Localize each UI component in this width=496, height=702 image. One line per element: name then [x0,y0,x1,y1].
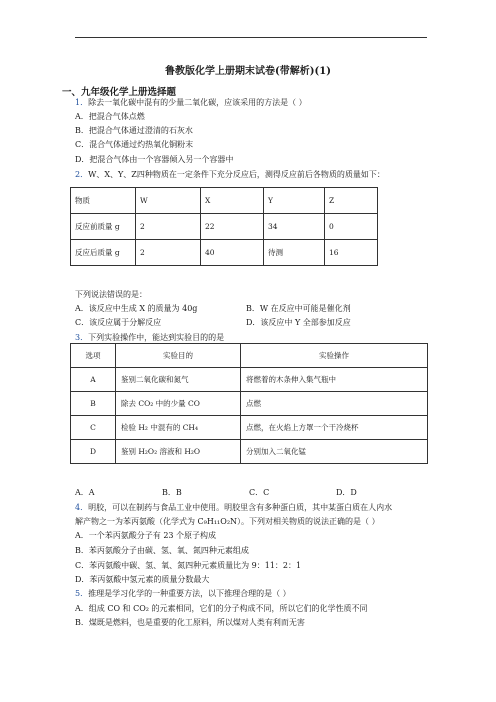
question-5 [75,589,291,599]
table-cell: Y [264,188,325,214]
option: D．D [336,488,357,497]
option: B．W 在反应中可能是催化剂 [246,304,351,313]
page-title: 鲁教版化学上册期末试卷(带解析)(1) [165,66,331,77]
option: C．苯丙氨酸中碳、氢、氧、氮四种元素质量比为 9：11：2：1 [75,561,302,570]
table-cell: X [201,188,264,214]
question-2 [75,170,385,180]
table-cell: 将燃着的木条伸入集气瓶中 [241,368,428,392]
question-prompt: 下列说法错误的是： [75,290,147,299]
table-cell: 实验目的 [116,344,241,368]
table-row [71,392,428,416]
option: C．混合气体通过灼热氧化铜粉末 [75,140,194,149]
option: D．该反应中 Y 全部参加反应 [246,318,351,327]
table-cell: 检验 H₂ 中混有的 CH₄ [116,416,241,440]
question-stem: 推理是学习化学的一种重要方法，以下推理合理的是（ ） [88,589,291,598]
question-number: 1． [75,98,89,107]
table-cell: 反应前质量 g [71,214,136,240]
question-4 [75,503,392,513]
table-row [71,214,378,240]
header-rule [75,37,427,38]
table-cell: 鉴别二氧化碳和氮气 [116,368,241,392]
table-cell: 选项 [71,344,116,368]
question-number: 2． [75,170,89,179]
option: B．把混合气体通过澄清的石灰水 [75,126,193,135]
table-cell: 0 [325,214,378,240]
question-3 [75,333,224,343]
option: A．一个苯丙氨酸分子有 23 个原子构成 [75,531,217,540]
table-header-row [71,344,428,368]
experiment-table [70,343,428,464]
option: B．煤既是燃料，也是重要的化工原料，所以煤对人类有利而无害 [75,618,305,627]
option: A．该反应中生成 X 的质量为 40g [75,304,198,313]
option: A．A [75,488,95,497]
question-1 [75,98,307,108]
table-cell: Z [325,188,378,214]
question-number: 3． [75,333,89,342]
table-cell: 鉴别 H₂O₂ 溶液和 H₂O [116,440,241,464]
section-heading: 一、九年级化学上册选择题 [62,87,177,98]
table-cell: W [136,188,201,214]
question-stem-continued: 解产物之一为苯丙氨酸（化学式为 C₉H₁₁O₂N）。下列对相关物质的说法正确的是（ ） [75,517,380,526]
table-cell: 2 [136,240,201,266]
table-row [71,240,378,266]
question-stem: 明胶，可以在制药与食品工业中使用。明胶里含有多种蛋白质，其中某蛋白质在人内水 [88,503,393,512]
table-cell: 实验操作 [241,344,428,368]
table-cell: 点燃，在火焰上方罩一个干冷烧杯 [241,416,428,440]
option: C．该反应属于分解反应 [75,318,162,327]
table-cell: A [71,368,116,392]
table-row [71,368,428,392]
option: B．B [162,488,182,497]
mass-table [70,187,378,266]
table-cell: 点燃 [241,392,428,416]
table-cell: 16 [325,240,378,266]
question-number: 4． [75,503,89,512]
option: D．苯丙氨酸中氢元素的质量分数最大 [75,575,210,584]
option: A．组成 CO 和 CO₂ 的元素相同，它们的分子构成不同，所以它们的化学性质不同 [75,604,368,613]
table-cell: 反应后质量 g [71,240,136,266]
option: D．把混合气体由一个容器倾入另一个容器中 [75,155,234,164]
table-cell: B [71,392,116,416]
table-cell: 除去 CO₂ 中的少量 CO [116,392,241,416]
question-stem: W、X、Y、Z四种物质在一定条件下充分反应后，测得反应前后各物质的质量如下： [88,170,385,179]
table-cell: 2 [136,214,201,240]
table-header-row [71,188,378,214]
table-cell: 40 [201,240,264,266]
question-number: 5． [75,589,89,598]
option: B．苯丙氨酸分子由碳、氢、氧、氮四种元素组成 [75,546,249,555]
table-cell: 分别加入二氧化锰 [241,440,428,464]
table-row [71,416,428,440]
table-cell: 34 [264,214,325,240]
option: C．C [249,488,270,497]
table-row [71,440,428,464]
table-cell: C [71,416,116,440]
table-cell: 22 [201,214,264,240]
table-cell: 物质 [71,188,136,214]
question-stem: 除去一氧化碳中混有的少量二氧化碳，应该采用的方法是（ ） [88,98,307,107]
table-cell: 待测 [264,240,325,266]
table-cell: D [71,440,116,464]
option: A．把混合气体点燃 [75,112,145,121]
question-stem: 下列实验操作中，能达到实验目的的是 [88,333,225,342]
